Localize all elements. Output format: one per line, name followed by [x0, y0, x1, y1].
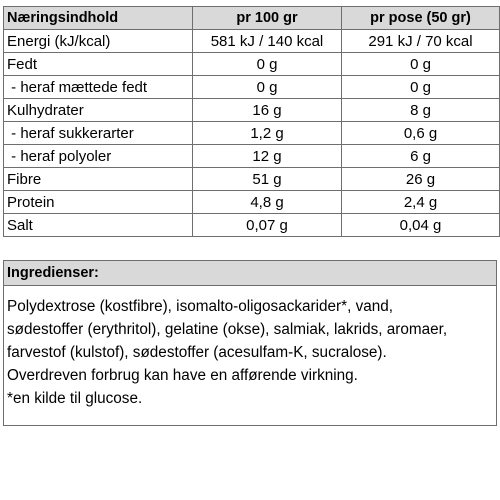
table-row [4, 168, 500, 191]
table-row [4, 145, 500, 168]
header-per-pose: pr pose (50 gr) [342, 7, 500, 30]
nutrient-name: Kulhydrater [4, 99, 193, 122]
value-per-pose: 2,4 g [342, 191, 500, 214]
nutrient-name: - heraf polyoler [4, 145, 193, 168]
ingredients-line: Overdreven forbrug kan have en afførende virkning. [7, 367, 358, 384]
nutrition-header-row [4, 7, 500, 30]
value-per-pose: 26 g [342, 168, 500, 191]
ingredients-line: sødestoffer (erythritol), gelatine (okse), salmiak, lakrids, aromaer, [7, 321, 448, 338]
ingredients-line: Polydextrose (kostfibre), isomalto-oligosackarider*, vand, [7, 298, 393, 315]
ingredients-line: *en kilde til glucose. [7, 390, 143, 407]
nutrient-name: - heraf sukkerarter [4, 122, 193, 145]
value-per-pose: 0 g [342, 53, 500, 76]
value-per-100g: 0,07 g [193, 214, 342, 237]
nutrition-table [3, 6, 500, 237]
header-per-100g: pr 100 gr [193, 7, 342, 30]
value-per-100g: 4,8 g [193, 191, 342, 214]
ingredients-title: Ingredienser: [4, 261, 496, 286]
table-row [4, 30, 500, 53]
nutrient-name: Fedt [4, 53, 193, 76]
value-per-100g: 16 g [193, 99, 342, 122]
table-row [4, 99, 500, 122]
value-per-100g: 12 g [193, 145, 342, 168]
value-per-pose: 6 g [342, 145, 500, 168]
value-per-100g: 1,2 g [193, 122, 342, 145]
nutrient-name: Salt [4, 214, 193, 237]
value-per-100g: 0 g [193, 76, 342, 99]
table-row [4, 214, 500, 237]
value-per-100g: 51 g [193, 168, 342, 191]
value-per-pose: 0,04 g [342, 214, 500, 237]
ingredients-line: farvestof (kulstof), sødestoffer (acesulfam-K, sucralose). [7, 344, 387, 361]
table-row [4, 53, 500, 76]
nutrient-name: Fibre [4, 168, 193, 191]
value-per-100g: 581 kJ / 140 kcal [193, 30, 342, 53]
table-row [4, 191, 500, 214]
table-row [4, 122, 500, 145]
value-per-100g: 0 g [193, 53, 342, 76]
ingredients-box [3, 260, 497, 426]
value-per-pose: 8 g [342, 99, 500, 122]
value-per-pose: 291 kJ / 70 kcal [342, 30, 500, 53]
header-nutrient: Næringsindhold [4, 7, 193, 30]
value-per-pose: 0 g [342, 76, 500, 99]
nutrient-name: Protein [4, 191, 193, 214]
ingredients-text [4, 286, 496, 410]
nutrient-name: - heraf mættede fedt [4, 76, 193, 99]
table-row [4, 76, 500, 99]
value-per-pose: 0,6 g [342, 122, 500, 145]
nutrient-name: Energi (kJ/kcal) [4, 30, 193, 53]
